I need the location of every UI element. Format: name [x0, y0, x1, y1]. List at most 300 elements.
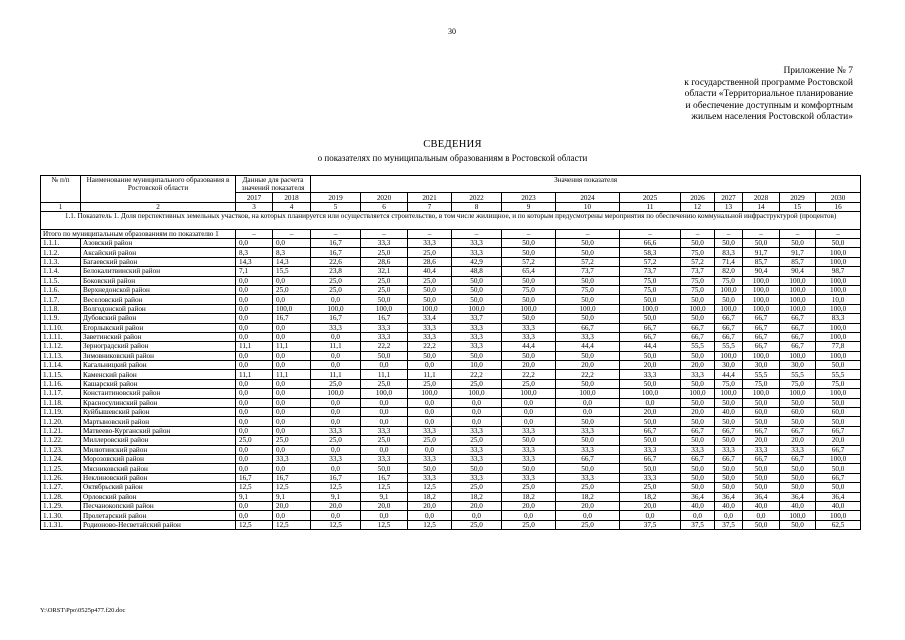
indicator-value: 100,0 — [361, 304, 408, 313]
header-year: 2024 — [556, 193, 620, 203]
indicator-value: 33,3 — [408, 426, 452, 435]
table-row — [41, 408, 861, 417]
indicator-value: 85,7 — [780, 257, 816, 266]
indicator-value: 50,0 — [502, 239, 556, 248]
indicator-value: 50,0 — [681, 239, 715, 248]
indicator-value: 100,0 — [311, 304, 361, 313]
indicator-value: 11,1 — [311, 370, 361, 379]
indicator-value: 66,7 — [681, 426, 715, 435]
indicator-value: 55,5 — [743, 370, 780, 379]
indicator-value: 20,0 — [452, 501, 502, 510]
row-number: 1.1.23. — [41, 445, 81, 454]
table-row — [41, 379, 861, 388]
indicator-value: 50,0 — [452, 464, 502, 473]
indicator-value: 50,0 — [681, 483, 715, 492]
indicator-value: 33,3 — [780, 445, 816, 454]
indicator-value: 33,3 — [452, 248, 502, 257]
indicator-value: 0,0 — [236, 332, 273, 341]
table-row — [41, 398, 861, 407]
indicator-value: 100,0 — [502, 389, 556, 398]
indicator-value: 50,0 — [620, 351, 681, 360]
header-column-number: 7 — [408, 203, 452, 212]
indicator-value: 33,3 — [452, 342, 502, 351]
municipality-name: Азовский район — [81, 239, 236, 248]
indicator-value: 57,2 — [620, 257, 681, 266]
indicator-value: 25,0 — [556, 483, 620, 492]
indicator-value: 50,0 — [452, 285, 502, 294]
indicator-value: 0,0 — [556, 511, 620, 520]
indicator-value: 75,0 — [620, 276, 681, 285]
indicator-value: 33,3 — [502, 454, 556, 463]
indicator-value: 14,3 — [236, 257, 273, 266]
municipality-name: Морозовский район — [81, 454, 236, 463]
header-year: 2027 — [715, 193, 743, 203]
indicator-value: 100,0 — [743, 304, 780, 313]
indicator-value: 50,0 — [452, 276, 502, 285]
header-year: 2022 — [452, 193, 502, 203]
indicator-value: 0,0 — [408, 398, 452, 407]
indicator-value: 16,7 — [361, 314, 408, 323]
indicator-value: 25,0 — [361, 276, 408, 285]
table-row — [41, 295, 861, 304]
table-row — [41, 501, 861, 510]
row-number: 1.1.31. — [41, 520, 81, 529]
header-column-number: 2 — [81, 203, 236, 212]
table-row — [41, 276, 861, 285]
indicator-value: 62,5 — [816, 520, 861, 529]
indicator-value: 50,0 — [780, 239, 816, 248]
indicator-value: 100,0 — [556, 389, 620, 398]
indicator-value: 16,7 — [361, 473, 408, 482]
indicator-value: 11,1 — [273, 370, 311, 379]
indicator-value: 100,0 — [361, 389, 408, 398]
indicator-value: 0,0 — [236, 239, 273, 248]
municipality-name: Егорлыкский район — [81, 323, 236, 332]
indicator-value: 82,0 — [715, 267, 743, 276]
indicator-value: 100,0 — [743, 276, 780, 285]
indicator-value: 33,3 — [556, 473, 620, 482]
indicator-value: 50,0 — [556, 276, 620, 285]
indicator-value: 75,0 — [681, 285, 715, 294]
indicator-value: 11,1 — [236, 342, 273, 351]
indicator-value: 0,0 — [502, 417, 556, 426]
row-number: 1.1.2. — [41, 248, 81, 257]
indicator-value: 40,0 — [780, 501, 816, 510]
indicator-value: 50,0 — [816, 483, 861, 492]
indicator-value: 100,0 — [408, 389, 452, 398]
indicator-value: 0,0 — [361, 361, 408, 370]
table-row — [41, 454, 861, 463]
indicator-value: 42,9 — [452, 257, 502, 266]
indicator-value: 33,3 — [502, 445, 556, 454]
indicator-value: 12,5 — [273, 520, 311, 529]
indicator-value: 0,0 — [311, 464, 361, 473]
indicator-value: 90,4 — [743, 267, 780, 276]
municipality-name: Верхнедонской район — [81, 285, 236, 294]
municipality-name: Пролетарский район — [81, 511, 236, 520]
municipality-name: Боковский район — [81, 276, 236, 285]
table-row — [41, 464, 861, 473]
indicator-value: 33,3 — [715, 445, 743, 454]
indicator-value: 50,0 — [743, 483, 780, 492]
indicator-value: 50,0 — [743, 239, 780, 248]
indicator-value: 0,0 — [236, 445, 273, 454]
indicator-value: 100,0 — [780, 285, 816, 294]
indicator-value: 0,0 — [273, 408, 311, 417]
indicator-value: 33,3 — [452, 239, 502, 248]
indicator-value: 0,0 — [273, 464, 311, 473]
indicator-value: 0,0 — [311, 511, 361, 520]
indicator-value: 66,7 — [780, 323, 816, 332]
indicator-value: 25,0 — [502, 379, 556, 388]
indicator-value: 100,0 — [311, 389, 361, 398]
file-path-footer: Y:\ORST\Ppo\0525p477.f20.doc — [40, 607, 126, 614]
indicator-value: 0,0 — [556, 398, 620, 407]
indicator-value: 33,3 — [408, 454, 452, 463]
indicator-value: 25,0 — [236, 436, 273, 445]
indicator-value: 50,0 — [743, 520, 780, 529]
header-year: 2025 — [620, 193, 681, 203]
indicator-value: 33,3 — [452, 445, 502, 454]
indicator-value: 50,0 — [620, 464, 681, 473]
indicator-value: 50,0 — [502, 314, 556, 323]
indicator-value: 100,0 — [816, 248, 861, 257]
indicator-value: 50,0 — [681, 473, 715, 482]
indicator-value: 33,3 — [408, 473, 452, 482]
indicator-value: 0,0 — [311, 398, 361, 407]
header-year: 2020 — [361, 193, 408, 203]
indicator-value: 33,3 — [502, 473, 556, 482]
indicator-value: 50,0 — [681, 295, 715, 304]
indicator-value: 66,7 — [780, 454, 816, 463]
indicator-value: 50,0 — [780, 417, 816, 426]
indicator-value: 37,5 — [681, 520, 715, 529]
municipality-name: Аксайский район — [81, 248, 236, 257]
indicator-value: 0,0 — [311, 408, 361, 417]
indicator-value: 33,3 — [311, 323, 361, 332]
indicator-value: 16,7 — [236, 473, 273, 482]
indicator-value: 50,0 — [780, 398, 816, 407]
indicator-value: 50,0 — [681, 464, 715, 473]
total-value: – — [452, 230, 502, 239]
indicator-value: 66,7 — [816, 445, 861, 454]
indicator-value: 50,0 — [502, 464, 556, 473]
indicator-value: 50,0 — [780, 473, 816, 482]
indicator-value: 0,0 — [236, 295, 273, 304]
indicator-value: 0,0 — [408, 511, 452, 520]
appendix-line: жильем населения Ростовской области» — [691, 112, 853, 123]
indicator-value: 36,4 — [715, 492, 743, 501]
indicator-value: 33,3 — [681, 370, 715, 379]
indicator-value: 100,0 — [743, 351, 780, 360]
indicator-value: 11,1 — [236, 370, 273, 379]
indicator-value: 60,0 — [743, 408, 780, 417]
indicator-value: 12,5 — [408, 483, 452, 492]
indicator-value: 33,3 — [556, 426, 620, 435]
municipality-name: Дубовский район — [81, 314, 236, 323]
header-column-number: 10 — [556, 203, 620, 212]
indicator-value: 33,3 — [408, 332, 452, 341]
indicator-value: 0,0 — [236, 464, 273, 473]
indicator-value: 28,6 — [408, 257, 452, 266]
indicator-value: 33,3 — [311, 454, 361, 463]
indicator-value: 66,7 — [620, 332, 681, 341]
indicator-value: 55,5 — [816, 370, 861, 379]
indicator-value: 50,0 — [780, 483, 816, 492]
header-name: Наименование муниципального образования в Ростовской области — [81, 176, 236, 203]
indicator-value: 0,0 — [236, 511, 273, 520]
total-value: – — [816, 230, 861, 239]
indicator-value: 0,0 — [311, 351, 361, 360]
header-year: 2030 — [816, 193, 861, 203]
header-num: № п/п — [41, 176, 81, 203]
indicator-value: 66,7 — [620, 426, 681, 435]
total-value: – — [743, 230, 780, 239]
indicator-value: 50,0 — [502, 351, 556, 360]
indicators-table — [40, 175, 861, 530]
municipality-name: Милютинский район — [81, 445, 236, 454]
indicator-value: 50,0 — [816, 398, 861, 407]
indicator-value: 98,7 — [816, 267, 861, 276]
indicator-value: 25,0 — [452, 436, 502, 445]
indicator-value: 33,3 — [556, 445, 620, 454]
indicator-value: 0,0 — [361, 398, 408, 407]
indicator-value: 75,0 — [816, 379, 861, 388]
indicator-value: 85,7 — [743, 257, 780, 266]
indicator-value: 50,0 — [556, 248, 620, 257]
indicator-value: 50,0 — [715, 239, 743, 248]
indicator-value: 33,3 — [361, 426, 408, 435]
indicator-value: 0,0 — [408, 445, 452, 454]
header-column-number: 3 — [236, 203, 273, 212]
indicator-value: 16,7 — [311, 239, 361, 248]
indicator-value: 33,3 — [311, 426, 361, 435]
indicator-value: 25,0 — [311, 436, 361, 445]
indicator-value: 25,0 — [273, 436, 311, 445]
indicator-value: 50,0 — [681, 398, 715, 407]
appendix-line: области «Территориальное планирование — [684, 89, 853, 100]
indicator-value: 0,0 — [361, 408, 408, 417]
indicator-value: 50,0 — [502, 248, 556, 257]
indicator-value: 50,0 — [556, 351, 620, 360]
table-row — [41, 417, 861, 426]
indicator-value: 25,0 — [361, 436, 408, 445]
indicator-value: 33,3 — [620, 445, 681, 454]
indicator-value: 20,0 — [311, 501, 361, 510]
indicator-value: 50,0 — [715, 417, 743, 426]
row-number: 1.1.8. — [41, 304, 81, 313]
row-number: 1.1.9. — [41, 314, 81, 323]
total-label: Итого по муниципальным образованиям по показателю 1 — [41, 230, 236, 239]
total-value: – — [236, 230, 273, 239]
indicator-value: 73,7 — [681, 267, 715, 276]
appendix-block — [593, 66, 853, 124]
total-value: – — [620, 230, 681, 239]
indicator-value: 100,0 — [816, 454, 861, 463]
indicator-value: 50,0 — [620, 379, 681, 388]
indicator-value: 0,0 — [273, 426, 311, 435]
indicator-value: 25,0 — [311, 276, 361, 285]
row-number: 1.1.15. — [41, 370, 81, 379]
indicator-value: 0,0 — [273, 511, 311, 520]
indicator-value: 0,0 — [311, 445, 361, 454]
document-subtitle: о показателях по муниципальным образованиям в Ростовской области — [317, 153, 588, 163]
municipality-name: Белокалитвинский район — [81, 267, 236, 276]
row-number: 1.1.25. — [41, 464, 81, 473]
indicator-value: 0,0 — [361, 511, 408, 520]
indicator-value: 0,0 — [236, 398, 273, 407]
indicator-value: 100,0 — [816, 351, 861, 360]
indicator-value: 0,0 — [273, 295, 311, 304]
indicator-value: 0,0 — [620, 511, 681, 520]
indicator-value: 16,7 — [273, 314, 311, 323]
indicator-value: 12,5 — [311, 520, 361, 529]
indicator-value: 0,0 — [236, 501, 273, 510]
indicator-value: 66,7 — [816, 426, 861, 435]
indicator-value: 20,0 — [681, 408, 715, 417]
municipality-name: Мартыновский район — [81, 417, 236, 426]
indicator-value: 33,3 — [361, 454, 408, 463]
indicator-value: 12,5 — [361, 483, 408, 492]
indicator-value: 100,0 — [273, 304, 311, 313]
total-value: – — [502, 230, 556, 239]
indicator-value: 0,0 — [273, 351, 311, 360]
table-row — [41, 304, 861, 313]
indicator-value: 100,0 — [743, 285, 780, 294]
indicator-value: 33,3 — [408, 323, 452, 332]
total-value: – — [681, 230, 715, 239]
indicator-value: 0,0 — [408, 408, 452, 417]
indicator-value: 50,0 — [361, 351, 408, 360]
indicator-value: 18,2 — [408, 492, 452, 501]
indicator-value: 66,7 — [743, 323, 780, 332]
indicator-value: 0,0 — [620, 398, 681, 407]
appendix-line: к государственной программе Ростовской — [684, 77, 853, 88]
indicator-value: 60,0 — [780, 408, 816, 417]
table-row — [41, 511, 861, 520]
row-number: 1.1.14. — [41, 361, 81, 370]
indicator-value: 0,0 — [311, 417, 361, 426]
indicator-value: 60,0 — [816, 408, 861, 417]
total-value: – — [780, 230, 816, 239]
header-year: 2026 — [681, 193, 715, 203]
indicator-value: 0,0 — [273, 417, 311, 426]
indicator-value: 0,0 — [273, 445, 311, 454]
indicator-value: 12,5 — [311, 483, 361, 492]
indicator-value: 0,0 — [681, 511, 715, 520]
indicator-value: 0,0 — [273, 239, 311, 248]
indicator-value: 0,0 — [273, 361, 311, 370]
header-column-number: 5 — [311, 203, 361, 212]
indicator-value: 100,0 — [715, 389, 743, 398]
municipality-name: Кагальницкий район — [81, 361, 236, 370]
total-value: – — [408, 230, 452, 239]
row-number: 1.1.24. — [41, 454, 81, 463]
indicator-value: 0,0 — [273, 379, 311, 388]
row-number: 1.1.20. — [41, 417, 81, 426]
indicator-value: 66,7 — [681, 454, 715, 463]
row-number: 1.1.7. — [41, 295, 81, 304]
indicator-value: 11,1 — [273, 342, 311, 351]
indicator-value: 57,2 — [681, 257, 715, 266]
header-column-number: 12 — [681, 203, 715, 212]
indicator-value: 25,0 — [452, 379, 502, 388]
indicator-value: 33,3 — [452, 323, 502, 332]
indicator-value: 20,0 — [502, 501, 556, 510]
indicator-value: 25,0 — [408, 276, 452, 285]
municipality-name: Каменский район — [81, 370, 236, 379]
indicator-value: 0,0 — [311, 295, 361, 304]
indicator-value: 33,3 — [361, 332, 408, 341]
indicator-value: 75,0 — [681, 276, 715, 285]
indicator-value: 0,0 — [452, 398, 502, 407]
row-number: 1.1.11. — [41, 332, 81, 341]
indicator-value: 100,0 — [816, 323, 861, 332]
indicator-value: 33,3 — [743, 445, 780, 454]
indicator-value: 9,1 — [311, 492, 361, 501]
indicator-value: 22,2 — [361, 342, 408, 351]
indicator-value: 91,7 — [780, 248, 816, 257]
municipality-name: Константиновский район — [81, 389, 236, 398]
header-column-number: 16 — [816, 203, 861, 212]
indicator-value: 0,0 — [236, 314, 273, 323]
indicator-value: 75,0 — [780, 379, 816, 388]
municipality-name: Заветинский район — [81, 332, 236, 341]
indicator-value: 100,0 — [452, 389, 502, 398]
table-row — [41, 426, 861, 435]
indicator-value: 9,1 — [236, 492, 273, 501]
indicator-value: 9,1 — [361, 492, 408, 501]
indicator-value: 25,0 — [273, 285, 311, 294]
indicator-value: 40,4 — [408, 267, 452, 276]
indicator-value: 12,5 — [408, 520, 452, 529]
municipality-name: Зимовниковский район — [81, 351, 236, 360]
header-values: Значения показателя — [311, 176, 861, 193]
table-row — [41, 370, 861, 379]
row-number: 1.1.19. — [41, 408, 81, 417]
header-year: 2019 — [311, 193, 361, 203]
indicator-value: 55,5 — [715, 342, 743, 351]
indicator-value: 50,0 — [556, 295, 620, 304]
indicator-value: 100,0 — [620, 304, 681, 313]
indicator-value: 33,3 — [620, 473, 681, 482]
indicator-value: 50,0 — [408, 285, 452, 294]
indicator-value: 25,0 — [408, 436, 452, 445]
indicator-value: 66,7 — [715, 454, 743, 463]
indicator-value: 100,0 — [743, 295, 780, 304]
indicator-value: 36,4 — [780, 492, 816, 501]
indicator-value: 50,0 — [743, 464, 780, 473]
indicator-value: 50,0 — [681, 436, 715, 445]
indicator-value: 100,0 — [780, 304, 816, 313]
indicator-value: 0,0 — [311, 332, 361, 341]
indicator-value: 100,0 — [681, 304, 715, 313]
indicator-value: 44,4 — [715, 370, 743, 379]
indicator-value: 20,0 — [681, 361, 715, 370]
indicator-value: 50,0 — [361, 464, 408, 473]
table-row — [41, 483, 861, 492]
indicator-value: 37,5 — [715, 520, 743, 529]
indicator-value: 25,0 — [311, 379, 361, 388]
indicator-value: 0,0 — [273, 398, 311, 407]
indicator-value: 50,0 — [620, 314, 681, 323]
indicator-value: 22,2 — [408, 342, 452, 351]
header-year: 2021 — [408, 193, 452, 203]
indicator-value: 25,0 — [620, 483, 681, 492]
indicator-value: 0,0 — [236, 408, 273, 417]
indicator-value: 40,0 — [681, 501, 715, 510]
header-column-number: 14 — [743, 203, 780, 212]
